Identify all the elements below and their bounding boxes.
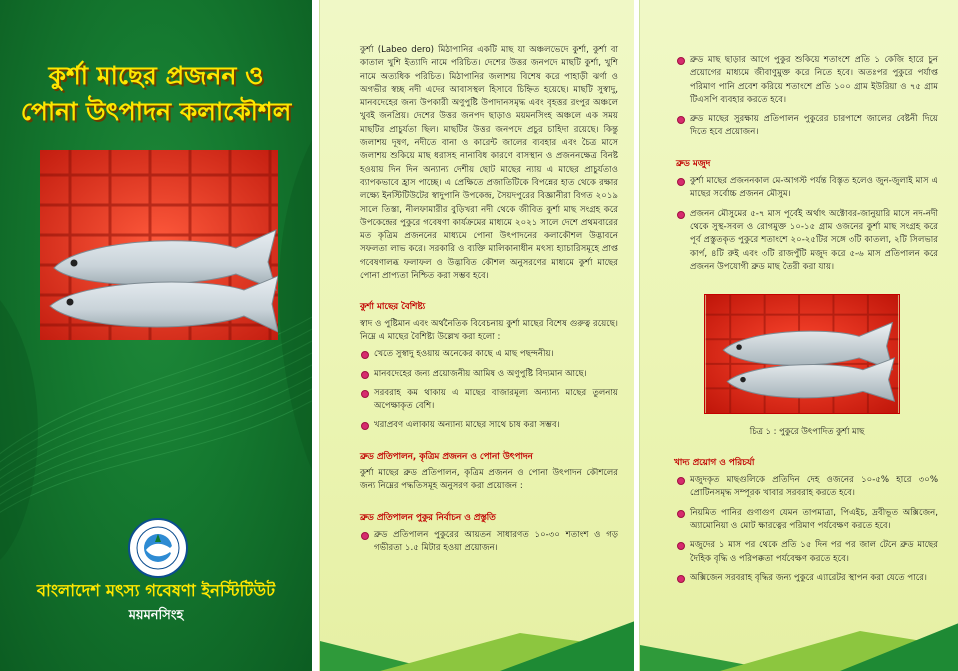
list-item: সরবরাহ কম থাকায় এ মাছের বাজারমূল্য অন্যান্য মাছের তুলনায় অপেক্ষাকৃত বেশি। [360,387,618,414]
breeding-heading: ব্রুড প্রতিপালন, কৃত্রিম প্রজনন ও পোনা উৎপাদন [360,451,533,462]
bottom-green-decoration [640,611,958,671]
list-item: খরাপ্রবণ এলাকায় অন্যান্য মাছের সাথে চাষ করা সম্ভব। [360,419,618,432]
cover-fish-photo [40,150,278,340]
cover-title-line-1: কুর্শা মাছের প্রজনন ও [48,61,264,90]
pond-fish-photo [704,294,900,414]
list-item: খেতে সুস্বাদু হওয়ায় অনেকের কাছে এ মাছ পছন্দনীয়। [360,348,618,361]
cover-panel [0,0,312,671]
panel-gap-1 [312,0,317,671]
institute-logo-icon [128,518,188,578]
breeding-intro: কুর্শা মাছের ব্রুড প্রতিপালন, কৃত্রিম প্রজনন ও পোনা উৎপাদন কৌশলের জন্য নিম্নের পদ্ধতিসমূহ অনুসরণ করা প্রয়োজন : [360,468,618,492]
cover-title-line-2: পোনা উৎপাদন কলাকৌশল [20,97,292,126]
list-item: ব্রুড প্রতিপালন পুকুরের আয়তন সাধারণত ১০-৩০ শতাংশ ও গড় গভীরতা ১.৫ মিটার হওয়া প্রয়োজন। [360,529,618,556]
features-list [360,348,618,432]
list-item: ব্রুড মাছের সুরক্ষায় প্রতিপালন পুকুরের চারপাশে জালের বেষ্টনী দিয়ে দিতে হবে প্রয়োজন। [676,113,938,140]
pond-preparation-heading: ব্রুড প্রতিপালন পুকুর নির্বাচন ও প্রস্তুতি [360,512,496,523]
cover-title [0,58,312,130]
brood-stocking-heading: ব্রুড মজুদ [676,158,711,169]
inner-panel-right [639,0,958,671]
list-item: প্রজনন মৌসুমের ৫-৭ মাস পূর্বেই অর্থাৎ অক্টোবর-জানুয়ারি মাসে নদ-নদী থেকে সুস্থ-সবল ও রোগমুক্ত ১০-১৫ গ্রাম ওজনের কুর্শা মাছ সংগ্রহ করে পূর্ব প্রস্তুতকৃত পুকুরে শতাংশে ২০-২৫টির সঙ্গে ৩টি কাতলা, ২টি সিলভার কার্প, ৪টি রুই এবং ৩টি রাজপুঁটি মজুদ করে ৫-৬ মাস প্রতিপালন করে প্রজনন উপযোগী ব্রুড মাছ তৈরী করা যায়। [676,208,938,274]
features-heading: কুর্শা মাছের বৈশিষ্ট্য [360,302,426,313]
organization-city: ময়মনসিংহ [128,608,184,623]
list-item: কুর্শা মাছের প্রজননকাল মে-আগস্ট পর্যন্ত বিস্তৃত হলেও জুন-জুলাই মাস এ মাছের সর্বোচ্চ প্রজনন মৌসুম। [676,175,938,202]
list-item: অক্সিজেন সরবরাহ বৃদ্ধির জন্য পুকুরে এ্যারেটর স্থাপন করা যেতে পারে। [676,572,938,585]
figure-caption: চিত্র ১ : পুকুরে উৎপাদিত কুর্শা মাছ [749,426,865,437]
list-item: মজুদকৃত মাছগুলিকে প্রতিদিন দেহ ওজনের ১০-৫% হারে ৩০% প্রোটিনসমৃদ্ধ সম্পূরক খাবার সরবরাহ করতে হবে। [676,474,938,501]
features-intro: স্বাদ ও পুষ্টিমান এবং অর্থনৈতিক বিবেচনায় কুর্শা মাছের বিশেষ গুরুত্ব রয়েছে। নিম্নে এ মাছের বৈশিষ্ট্য উল্লেখ করা হলো : [360,318,618,342]
organization-name: বাংলাদেশ মৎস্য গবেষণা ইনস্টিটিউট [36,581,276,600]
bottom-green-decoration [320,611,634,671]
list-item: ব্রুড মাছ ছাড়ার আগে পুকুর শুকিয়ে শতাংশে প্রতি ১ কেজি হারে চুন প্রয়োগের মাধ্যমে জীবাণুমুক্ত করে নিতে হবে। অতঃপর পুকুরে পর্যাপ্ত পরিমাণ পানি প্রবেশ করিয়ে শতাংশে প্রতি ১০০ গ্রাম ইউরিয়া ও ৭৫ গ্রাম টিএসপি ব্যবহার করতে হবে। [676,54,938,107]
list-item: মানবদেহের জন্য প্রয়োজনীয় আমিষ ও অণুপুষ্টি বিদ্যমান আছে। [360,368,618,381]
feeding-care-heading: খাদ্য প্রয়োগ ও পরিচর্যা [674,457,755,468]
panel-2-text-column [360,44,618,562]
pond-treatment-list [676,54,938,140]
intro-paragraph: কুর্শা (Labeo dero) মিঠাপানির একটি মাছ যা অঞ্চলভেদে কুর্শা, কুর্শা বা কাতাল খুশি ইত্যাদি নামে পরিচিত। দেশের উত্তর জনপদে মাছটি কুর্শা, খুশি নামে অত্যধিক পরিচিত। মিঠাপানির জলাশয় বিশেষ করে পাহাড়ী ঝর্ণা ও অগভীর স্বচ্ছ নদী এদের আবাসস্থল হিসাবে চিহ্নিত হয়েছে। মাছটি সুস্বাদু, মানবদেহের জন্য উপকারী অণুপুষ্টি উপাদানসমৃদ্ধ এবং বৃহত্তর রংপুর অঞ্চলে খুবই জনপ্রিয়। দেশের উত্তর জনপদ ছাড়াও ময়মনসিংহ অঞ্চলে এক সময় মাছটির প্রাচুর্যতা ছিল। মাছটির উত্তর জনপদে প্রচুর চাহিদা রয়েছে। কিন্তু জলাশয় দূষণ, নদীতে বানা ও কারেন্ট জালের ব্যবহার এবং চৈত্র মাসে জলাশয় শুকিয়ে মাছ ধরাসহ নানাবিধ কারণে বাসস্থান ও প্রজননক্ষেত্র বিনষ্ট হওয়ায় দিন দিন অন্যান্য দেশীয় ছোট মাছের ন্যায় এ মাছের প্রাচুর্যতাও ব্যাপকভাবে হ্রাস পাচ্ছে। এ প্রেক্ষিতে প্রজাতিটিকে বিপন্নের হাত থেকে রক্ষার লক্ষ্যে ইনস্টিটিউটের স্বাদুপানি উপকেন্দ্র, সৈয়দপুরের বিজ্ঞানীরা বিগত ২০১৯ সালে তিস্তা, নীলফামারীর বুড়িখরা নদী থেকে জীবিত কুর্শা মাছ সংগ্রহ করে উপকেন্দ্রের পুকুরে গবেষণা কার্যক্রমের মাধ্যমে ২০২১ সালে দেশে প্রথমবারের মত কৃত্রিম প্রজননের মাধ্যমে পোনা উৎপাদনের কলাকৌশল উদ্ভাবনে সফলতা লাভ করে। সরকারি ও ব্যক্তি মালিকানাধীন মৎস্য হ্যাচারিসমূহে প্রাপ্ত গবেষণালব্ধ ফলাফল ও উদ্ভাবিত কৌশল অনুসরণের মাধ্যমে কুর্শা মাছের পোনা প্রাপ্যতা নিশ্চিত করা সম্ভব হবে। [360,45,618,282]
list-item: নিয়মিত পানির গুণাগুণ যেমন তাপমাত্রা, পিএইচ, দ্রবীভূত অক্সিজেন, অ্যামোনিয়া ও মোট ক্ষারত্বের পরিমাণ পর্যবেক্ষণ করতে হবে। [676,507,938,534]
panel-3-text-column [676,50,938,591]
inner-panel-left [319,0,634,671]
brood-stocking-list [676,175,938,274]
feeding-care-list [676,474,938,585]
list-item: মজুদের ১ মাস পর থেকে প্রতি ১৫ দিন পর পর জাল টেনে ব্রুড মাছের দৈহিক বৃদ্ধি ও পরিপক্কতা পর্যবেক্ষণ করতে হবে। [676,539,938,566]
pond-preparation-list [360,529,618,556]
